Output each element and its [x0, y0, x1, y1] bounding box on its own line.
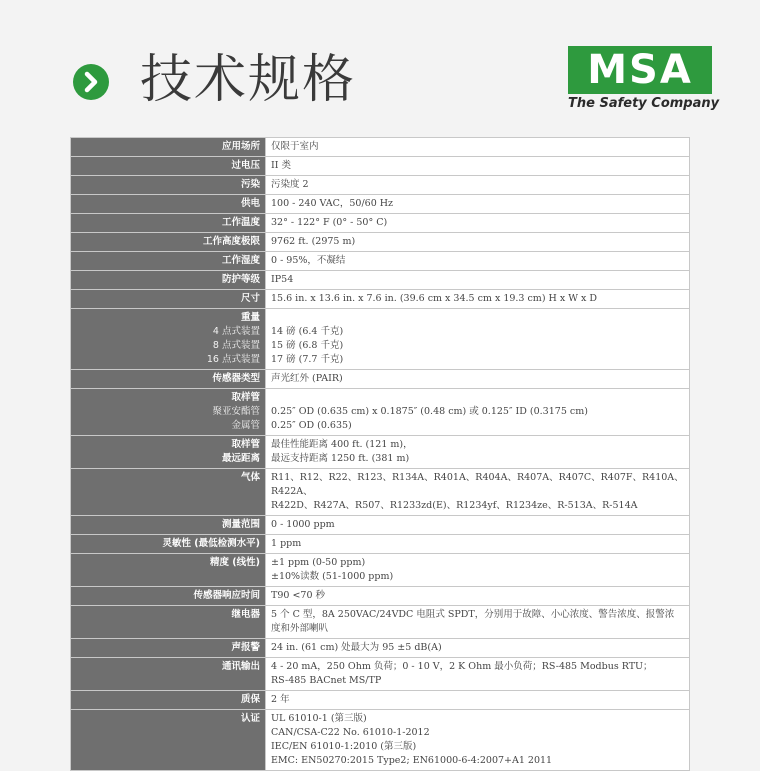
spec-value-line: IEC/EN 61010-1:2010 (第三版)	[271, 741, 417, 752]
spec-label: 测量范围	[71, 516, 266, 535]
spec-label-main: 重量	[240, 312, 260, 323]
spec-label: 声报警	[71, 639, 266, 658]
spec-label: 灵敏性 (最低检测水平)	[71, 535, 266, 554]
spec-value	[266, 554, 690, 587]
spec-label: 传感器类型	[71, 370, 266, 389]
spec-value-line: R11、R12、R22、R123、R134A、R401A、R404A、R407A、R407C、R407F、R410A、R422A、	[271, 472, 684, 497]
table-row	[71, 271, 690, 290]
spec-value-line: EMC: EN50270:2015 Type2; EN61000-6-4:2007+A1 2011	[271, 755, 553, 766]
spec-label: 气体	[71, 469, 266, 516]
spec-value	[266, 658, 690, 691]
table-row	[71, 233, 690, 252]
table-row	[71, 138, 690, 157]
spec-sublabel: 聚亚安酯管	[212, 406, 260, 417]
spec-value-line: RS-485 BACnet MS/TP	[271, 675, 382, 686]
spec-table	[70, 137, 690, 771]
spec-sublabel: 4 点式装置	[212, 326, 260, 337]
spec-label: 供电	[71, 195, 266, 214]
spec-value-line: 15 磅 (6.8 千克)	[271, 340, 344, 351]
spec-label: 继电器	[71, 606, 266, 639]
table-row	[71, 370, 690, 389]
spec-value-line: 17 磅 (7.7 千克)	[271, 354, 344, 365]
spec-label: 工作温度	[71, 214, 266, 233]
table-row	[71, 658, 690, 691]
spec-value	[266, 309, 690, 370]
spec-label-main: 取样管	[231, 439, 260, 450]
spec-sublabel: 金属管	[231, 420, 260, 431]
spec-value: 0 - 95%，不凝结	[266, 252, 690, 271]
msa-logo	[568, 46, 718, 118]
table-row	[71, 516, 690, 535]
spec-value: 0 - 1000 ppm	[266, 516, 690, 535]
spec-value-line: 最佳性能距离 400 ft. (121 m)，	[271, 439, 413, 450]
table-row	[71, 639, 690, 658]
spec-value-line: 度和外部喇叭	[271, 623, 329, 634]
table-row	[71, 535, 690, 554]
spec-value: 24 in. (61 cm) 处最大为 95 ±5 dB(A)	[266, 639, 690, 658]
spec-label: 工作高度极限	[71, 233, 266, 252]
spec-value-line: CAN/CSA-C22 No. 61010-1-2012	[271, 727, 430, 738]
spec-value-line: R422D、R427A、R507、R1233zd(E)、R1234yf、R1234ze、R-513A、R-514A	[271, 500, 638, 511]
spec-value	[266, 436, 690, 469]
table-row	[71, 710, 690, 771]
page-title: 技术规格	[140, 50, 357, 110]
spec-value	[266, 469, 690, 516]
spec-sublabel: 8 点式装置	[212, 340, 260, 351]
spec-value: 仅限于室内	[266, 138, 690, 157]
page-header	[0, 0, 760, 130]
spec-sublabel: 16 点式装置	[206, 354, 260, 365]
table-row	[71, 157, 690, 176]
table-row	[71, 436, 690, 469]
spec-value-line: 最远支持距离 1250 ft. (381 m)	[271, 453, 410, 464]
spec-label: 传感器响应时间	[71, 587, 266, 606]
spec-label: 防护等级	[71, 271, 266, 290]
table-row	[71, 252, 690, 271]
spec-value	[266, 389, 690, 436]
chevron-right-icon	[73, 64, 109, 100]
spec-label: 精度 (线性)	[71, 554, 266, 587]
table-row	[71, 606, 690, 639]
table-row	[71, 587, 690, 606]
spec-value: 15.6 in. x 13.6 in. x 7.6 in. (39.6 cm x 34.5 cm x 19.3 cm) H x W x D	[266, 290, 690, 309]
table-row	[71, 389, 690, 436]
table-row	[71, 554, 690, 587]
spec-value: II 类	[266, 157, 690, 176]
table-row	[71, 469, 690, 516]
table-row	[71, 176, 690, 195]
spec-label	[71, 309, 266, 370]
spec-label	[71, 436, 266, 469]
table-row	[71, 290, 690, 309]
logo-tagline: The Safety Company	[568, 96, 720, 111]
logo-mark: MSA	[568, 46, 712, 94]
spec-value: T90 <70 秒	[266, 587, 690, 606]
spec-value-line: 0.25″ OD (0.635)	[271, 420, 352, 431]
spec-value-line: 5 个 C 型，8A 250VAC/24VDC 电阻式 SPDT，分别用于故障、小心浓度、警告浓度、报警浓	[271, 609, 675, 620]
spec-value-line: UL 61010-1 (第三版)	[271, 713, 367, 724]
spec-label	[71, 389, 266, 436]
spec-value-line: ±10%读数 (51-1000 ppm)	[271, 571, 394, 582]
spec-value: IP54	[266, 271, 690, 290]
spec-value	[266, 606, 690, 639]
spec-value: 污染度 2	[266, 176, 690, 195]
spec-label: 过电压	[71, 157, 266, 176]
spec-value-line: ±1 ppm (0-50 ppm)	[271, 557, 366, 568]
spec-value-line: 14 磅 (6.4 千克)	[271, 326, 344, 337]
table-row	[71, 691, 690, 710]
spec-label-main: 取样管	[231, 392, 260, 403]
spec-label: 尺寸	[71, 290, 266, 309]
spec-value: 1 ppm	[266, 535, 690, 554]
spec-label: 工作湿度	[71, 252, 266, 271]
spec-value-line: 4 - 20 mA，250 Ohm 负荷；0 - 10 V，2 K Ohm 最小负荷；RS-485 Modbus RTU；	[271, 661, 653, 672]
spec-value	[266, 710, 690, 771]
spec-value: 100 - 240 VAC，50/60 Hz	[266, 195, 690, 214]
spec-value: 2 年	[266, 691, 690, 710]
spec-value: 32° - 122° F (0° - 50° C)	[266, 214, 690, 233]
spec-label: 质保	[71, 691, 266, 710]
spec-label: 应用场所	[71, 138, 266, 157]
spec-label: 污染	[71, 176, 266, 195]
table-row	[71, 309, 690, 370]
spec-value-line: 0.25″ OD (0.635 cm) x 0.1875″ (0.48 cm) 或 0.125″ ID (0.3175 cm)	[271, 406, 588, 417]
spec-label: 认证	[71, 710, 266, 771]
spec-label-main: 最远距离	[221, 453, 260, 464]
table-row	[71, 195, 690, 214]
spec-value: 9762 ft. (2975 m)	[266, 233, 690, 252]
table-row	[71, 214, 690, 233]
spec-label: 通讯输出	[71, 658, 266, 691]
spec-value: 声光红外 (PAIR)	[266, 370, 690, 389]
